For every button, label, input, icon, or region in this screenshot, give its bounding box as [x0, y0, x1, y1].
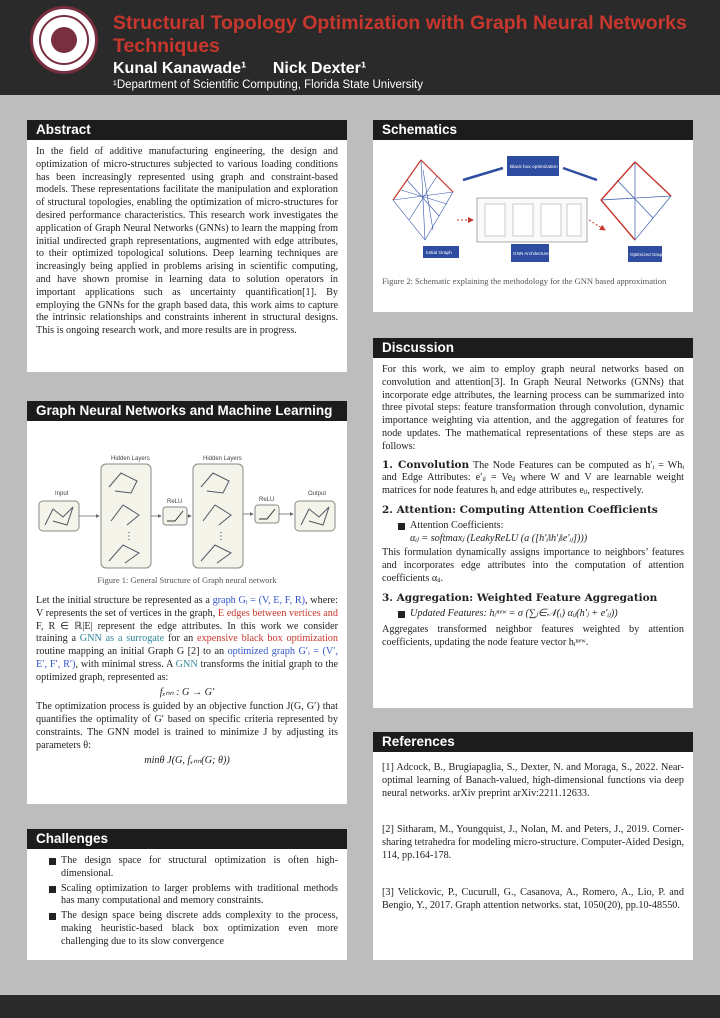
schematic-gnn-label: GNN Architecture	[513, 251, 549, 256]
references-heading: References	[373, 732, 693, 752]
gnn-p1-edges: E edges between vertices and	[217, 607, 338, 619]
fig1-hidden1-label: Hidden Layers	[111, 456, 150, 462]
references-panel	[373, 732, 693, 960]
step-1-title: 1. Convolution	[382, 458, 470, 471]
schematics-panel	[373, 120, 693, 312]
footer-bar	[0, 995, 720, 1018]
gnn-p1-graph: graph Gᵢ = (V, E, F, R)	[212, 595, 306, 606]
abstract-text: In the field of additive manufacturing engineering, the design and optimization of micro-structures subjected to various loading conditions has been increasingly represented using graph and constraint-based models. These representations facilitate the manipulation and exploration of structural topologies, enabling the optimization of micro-structures for desired performance characteristics. This research work investigates the application of Graph Neural Networks (GNNs) to learn the mapping from initial undirected graph representations, augmented with edge attributes, to their optimized topological solutions. Deep learning techniques are increasingly being applied in problems arising in scientific computing, and have shown promise in learning data to solution operators in important applications such as uncertainty quantification[1]. By employing the GNNs for the graph based data, this work aims to capture the intrinsic relationships and constraints inherent in structural designs. This is ongoing research work, and more results are in progress.	[36, 146, 338, 337]
gnn-paragraph-1	[27, 585, 347, 775]
fig1-relu2-label: ReLU	[259, 497, 275, 503]
discussion-heading: Discussion	[373, 338, 693, 358]
gnn-structure-figure	[27, 421, 347, 571]
step-3-item: Updated Features: hᵢⁿᵉʷ = σ (∑ⱼ∈𝒩(ᵢ) αᵢⱼ(h′ⱼ + e′ᵢⱼ))	[396, 608, 684, 621]
gnn-p1-blackbox: expensive black box optimization	[197, 633, 338, 645]
step-3-title: 3. Aggregation: Weighted Feature Aggregation	[382, 591, 658, 604]
reference-item: [2] Sitharam, M., Youngquist, J., Nolan, M. and Peters, J., 2019. Corner-sharing tetrahedra for modeling micro-structure. Computer-Aided Design, 114, pp.164-178.	[382, 824, 684, 861]
challenge-item: The design space for structural optimization is often high-dimensional.	[47, 855, 338, 881]
gnn-paragraph-2: The optimization process is guided by an objective function J(G, G′) that quantifies the optimality of G′ based on specific criteria represented by constraints. The GNN model is trained to minimize J by adjusting its parameters θ:	[36, 701, 338, 751]
gnn-p1-k: , with minimal stress. A	[75, 658, 176, 670]
schematic-figure	[373, 140, 693, 270]
header-bar	[0, 0, 720, 95]
discussion-panel	[373, 338, 693, 708]
gnn-p1-a: Let the initial structure be represented as a	[36, 595, 213, 606]
schematic-blackbox-label: Black box optimization	[510, 165, 558, 170]
step-3-text: Aggregates transformed neighbor features weighted by attention coefficients, updating the node feature vector hᵢⁿᵉʷ.	[382, 624, 684, 649]
gnn-p1-gnn: GNN	[175, 658, 198, 670]
fig1-hidden2-label: Hidden Layers	[203, 456, 242, 462]
gnn-p1-e: F, R ∈ ℝ|E| represent the edge attributes. In this work we consider training a	[36, 620, 338, 645]
step-2-item	[396, 520, 684, 546]
gnn-p1-c: , where: V represents the set of vertices in the graph,	[36, 595, 338, 619]
challenges-panel	[27, 829, 347, 960]
fig1-dots-1: ⋮	[124, 531, 134, 542]
fig1-output-label: Output	[308, 491, 327, 497]
fig1-dots-2: ⋮	[216, 531, 226, 542]
abstract-heading: Abstract	[27, 120, 347, 140]
gnn-heading: Graph Neural Networks and Machine Learning	[27, 401, 347, 421]
fig2-caption: Figure 2: Schematic explaining the methodology for the GNN based approximation	[382, 276, 667, 286]
optimized-graph-mesh	[601, 162, 671, 240]
challenges-heading: Challenges	[27, 829, 347, 849]
author-1: Kunal Kanawade¹	[113, 60, 247, 77]
discussion-intro: For this work, we aim to employ graph neural networks based on convolution and attention[3]. In Graph Neural Networks (GNNs) that incorporate edge attributes, the learning process can be summarized into three pivotal steps: feature transformation through convolution, dynamic importance weighting via attention, and the aggregation of features for node updates. The mathematical representations of these steps are as follows:	[382, 364, 684, 452]
affiliation: ¹Department of Scientific Computing, Florida State University	[113, 79, 423, 91]
gnn-panel	[27, 401, 347, 804]
fig1-caption: Figure 1: General Structure of Graph neural network	[97, 575, 277, 585]
university-seal-logo	[30, 6, 98, 74]
step-2-item-label: Attention Coefficients:	[410, 519, 504, 531]
fig1-input-label: Input	[55, 491, 69, 497]
schematic-initial-label: Initial Graph	[426, 251, 452, 256]
schematics-heading: Schematics	[373, 120, 693, 140]
reference-item: [1] Adcock, B., Brugiapaglia, S., Dexter, N. and Moraga, S., 2022. Near-optimal learning of Banach-valued, high-dimensional functions via deep neural networks. arXiv preprint arXiv:2211.12633.	[382, 762, 684, 799]
step-2-title: 2. Attention: Computing Attention Coefficients	[382, 503, 658, 516]
gnn-p1-optimized-graph: optimized graph G′ᵢ = (V′, E′, F′, R′)	[36, 646, 338, 670]
step-1	[382, 459, 684, 498]
schematic-optimized-label: Optimized Graph	[630, 252, 665, 257]
initial-graph-mesh	[393, 160, 453, 240]
gnn-p1-i: routine mapping an initial Graph G [2] to an	[36, 646, 228, 658]
abstract-panel	[27, 120, 347, 372]
challenges-list	[47, 855, 338, 949]
gnn-equation-1: fₓₙₙ : G → G′	[159, 686, 215, 698]
reference-item: [3] Velickovic, P., Cucurull, G., Casanova, A., Romero, A., Lio, P. and Bengio, Y., 2017. Graph attention networks. stat, 1050(20), pp.10-48550.	[382, 886, 684, 911]
poster-title: Structural Topology Optimization with Graph Neural Networks Techniques	[113, 12, 687, 57]
gnn-p1-g: for an	[164, 633, 198, 645]
fig1-relu1-label: ReLU	[167, 499, 183, 505]
step-1-text: The Node Features can be computed as h′ᵢ = Whᵢ and Edge Attributes: e′ᵢⱼ = Veᵢⱼ where W and V are learnable weight matrices for node features hᵢ and edge attributes eᵢⱼ, respectively.	[382, 459, 684, 497]
author-2: Nick Dexter¹	[272, 60, 367, 77]
step-2-equation: αᵢⱼ = softmaxⱼ (LeakyReLU (a ([h′ᵢ‖h′ⱼ‖e′ᵢⱼ])))	[410, 532, 588, 544]
authors	[113, 60, 388, 78]
challenge-item: Scaling optimization to larger problems with traditional methods has many computational and memory constraints.	[47, 883, 338, 909]
gnn-p1-m: transforms the initial graph to the optimized graph, represented as:	[36, 658, 338, 683]
challenge-item: The design space being discrete adds complexity to the process, making heuristic-based black box optimization even more challenging due to its slow convergence	[47, 910, 338, 948]
gnn-p1-surrogate: GNN as a surrogate	[79, 633, 165, 645]
step-2-text: This formulation dynamically assigns importance to neighbors’ features and incorporates edge attributes into the computation of attention coefficients αᵢⱼ.	[382, 547, 684, 584]
gnn-equation-2: minθ J(G, fₓₙₙ(G; θ))	[144, 754, 230, 766]
